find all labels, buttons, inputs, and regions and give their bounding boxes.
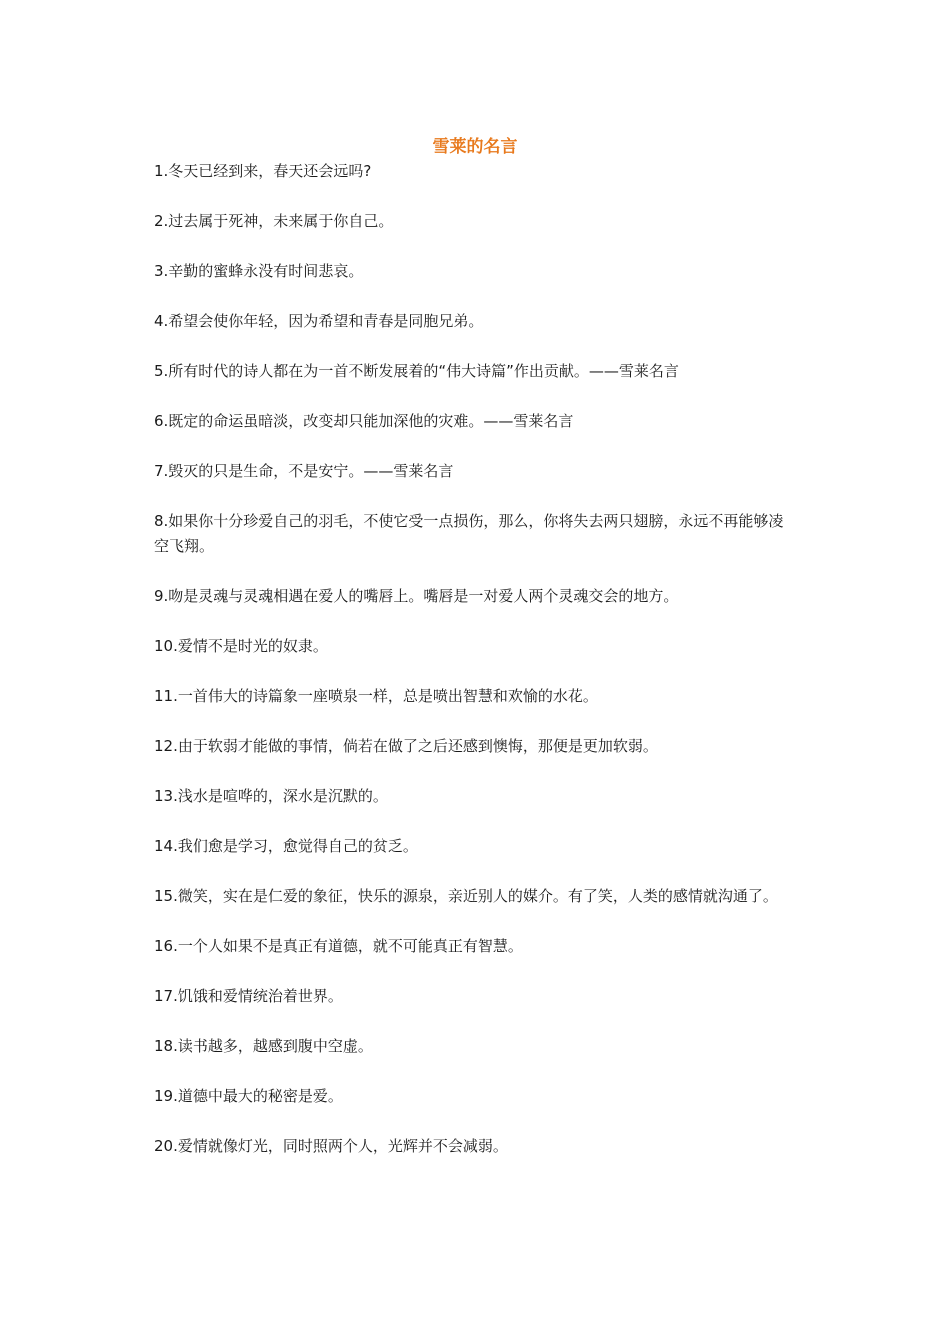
quote-item: 16.一个人如果不是真正有道德，就不可能真正有智慧。 [154, 937, 523, 955]
quote-item: 13.浅水是喧哗的，深水是沉默的。 [154, 787, 388, 805]
quote-item: 15.微笑，实在是仁爱的象征，快乐的源泉，亲近别人的媒介。有了笑，人类的感情就沟通了。 [154, 887, 778, 905]
quote-item: 9.吻是灵魂与灵魂相遇在爱人的嘴唇上。嘴唇是一对爱人两个灵魂交会的地方。 [154, 587, 679, 605]
document-title: 雪莱的名言 [432, 137, 518, 157]
quote-item: 18.读书越多，越感到腹中空虚。 [154, 1037, 373, 1055]
quote-item: 5.所有时代的诗人都在为一首不断发展着的“伟大诗篇”作出贡献。——雪莱名言 [154, 362, 679, 380]
quote-item: 4.希望会使你年轻，因为希望和青春是同胞兄弟。 [154, 312, 484, 330]
quote-item: 1.冬天已经到来，春天还会远吗? [154, 162, 372, 180]
quote-item: 20.爱情就像灯光，同时照两个人，光辉并不会减弱。 [154, 1137, 508, 1155]
quote-item: 3.辛勤的蜜蜂永没有时间悲哀。 [154, 262, 364, 280]
quote-list [154, 159, 794, 1184]
quote-item: 8.如果你十分珍爱自己的羽毛，不使它受一点损伤，那么，你将失去两只翅膀，永远不再能够凌空飞翔。 [154, 512, 784, 555]
quote-item: 11.一首伟大的诗篇象一座喷泉一样，总是喷出智慧和欢愉的水花。 [154, 687, 598, 705]
quote-item: 10.爱情不是时光的奴隶。 [154, 637, 328, 655]
quote-item: 19.道德中最大的秘密是爱。 [154, 1087, 343, 1105]
quote-item: 7.毁灭的只是生命，不是安宁。——雪莱名言 [154, 462, 454, 480]
quote-item: 2.过去属于死神，未来属于你自己。 [154, 212, 394, 230]
quote-item: 14.我们愈是学习，愈觉得自己的贫乏。 [154, 837, 418, 855]
quote-item: 17.饥饿和爱情统治着世界。 [154, 987, 343, 1005]
quote-item: 6.既定的命运虽暗淡，改变却只能加深他的灾难。——雪莱名言 [154, 412, 574, 430]
quote-item: 12.由于软弱才能做的事情，倘若在做了之后还感到懊悔，那便是更加软弱。 [154, 737, 658, 755]
